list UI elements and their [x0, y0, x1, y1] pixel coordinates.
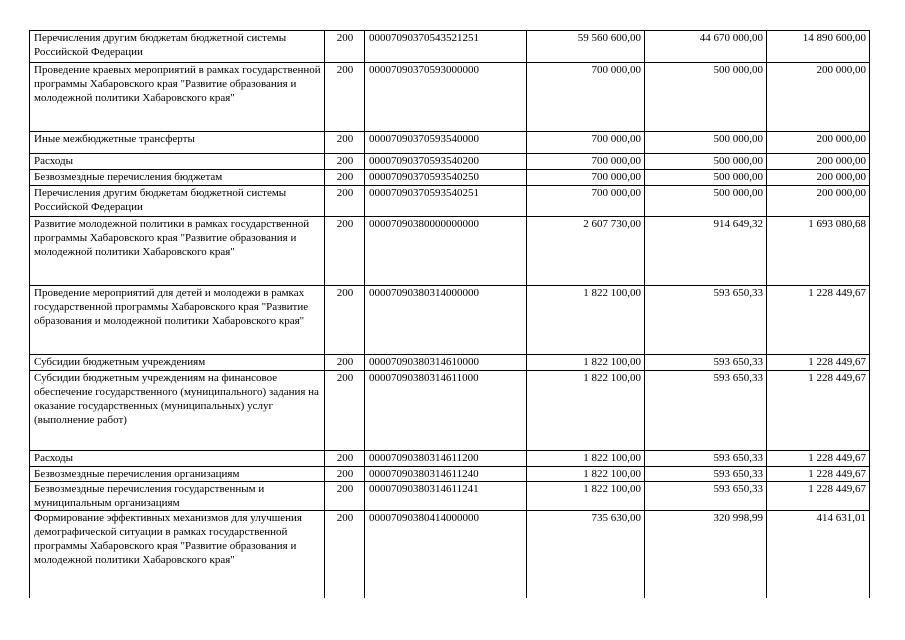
row-executed-amount-cell: 593 650,33 — [645, 371, 767, 451]
row-executed-amount-cell: 593 650,33 — [645, 482, 767, 511]
row-classification-code-cell: 00007090370543521251 — [365, 31, 527, 63]
row-name-cell: Расходы — [30, 154, 325, 170]
row-planned-amount-cell: 700 000,00 — [527, 154, 645, 170]
table-row — [30, 31, 870, 63]
row-executed-amount-cell: 500 000,00 — [645, 154, 767, 170]
row-classification-code-cell: 00007090370593540250 — [365, 170, 527, 186]
table-row — [30, 482, 870, 511]
row-planned-amount-cell: 1 822 100,00 — [527, 355, 645, 371]
row-line-code-cell: 200 — [325, 154, 365, 170]
table-row — [30, 451, 870, 467]
table-row — [30, 186, 870, 217]
row-line-code-cell: 200 — [325, 63, 365, 132]
row-executed-amount-cell: 593 650,33 — [645, 355, 767, 371]
row-remaining-amount-cell: 200 000,00 — [767, 63, 870, 132]
row-classification-code-cell: 00007090380314611241 — [365, 482, 527, 511]
row-classification-code-cell: 00007090370593540200 — [365, 154, 527, 170]
row-line-code-cell: 200 — [325, 451, 365, 467]
row-planned-amount-cell: 1 822 100,00 — [527, 482, 645, 511]
table-row — [30, 371, 870, 451]
row-classification-code-cell: 00007090380314000000 — [365, 286, 527, 355]
row-executed-amount-cell: 500 000,00 — [645, 132, 767, 154]
row-planned-amount-cell: 1 822 100,00 — [527, 451, 645, 467]
row-remaining-amount-cell: 1 228 449,67 — [767, 482, 870, 511]
row-line-code-cell: 200 — [325, 170, 365, 186]
row-executed-amount-cell: 500 000,00 — [645, 186, 767, 217]
row-planned-amount-cell: 700 000,00 — [527, 132, 645, 154]
budget-execution-table — [29, 30, 870, 598]
row-line-code-cell: 200 — [325, 217, 365, 286]
row-name-cell: Формирование эффективных механизмов для улучшения демографической ситуации в рамках государственной программы Хабаровского края "Развитие образования и молодежной политики Хабаровского края" — [30, 511, 325, 598]
table-row — [30, 286, 870, 355]
row-classification-code-cell: 00007090380314611200 — [365, 451, 527, 467]
row-line-code-cell: 200 — [325, 132, 365, 154]
row-executed-amount-cell: 914 649,32 — [645, 217, 767, 286]
row-remaining-amount-cell: 200 000,00 — [767, 154, 870, 170]
table-row — [30, 63, 870, 132]
row-name-cell: Безвозмездные перечисления бюджетам — [30, 170, 325, 186]
row-name-cell: Иные межбюджетные трансферты — [30, 132, 325, 154]
row-remaining-amount-cell: 1 228 449,67 — [767, 355, 870, 371]
row-remaining-amount-cell: 200 000,00 — [767, 132, 870, 154]
row-planned-amount-cell: 700 000,00 — [527, 170, 645, 186]
row-executed-amount-cell: 593 650,33 — [645, 451, 767, 467]
row-name-cell: Развитие молодежной политики в рамках государственной программы Хабаровского края "Развитие образования и молодежной политики Хабаровского края" — [30, 217, 325, 286]
row-line-code-cell: 200 — [325, 31, 365, 63]
row-name-cell: Проведение краевых мероприятий в рамках государственной программы Хабаровского края "Развитие образования и молодежной политики Хабаровского края" — [30, 63, 325, 132]
row-planned-amount-cell: 1 822 100,00 — [527, 371, 645, 451]
row-executed-amount-cell: 500 000,00 — [645, 170, 767, 186]
row-remaining-amount-cell: 14 890 600,00 — [767, 31, 870, 63]
row-line-code-cell: 200 — [325, 371, 365, 451]
row-remaining-amount-cell: 200 000,00 — [767, 170, 870, 186]
row-name-cell: Перечисления другим бюджетам бюджетной системы Российской Федерации — [30, 31, 325, 63]
row-name-cell: Проведение мероприятий для детей и молодежи в рамках государственной программы Хабаровского края "Развитие образования и молодежной политики Хабаровского края" — [30, 286, 325, 355]
row-classification-code-cell: 00007090370593000000 — [365, 63, 527, 132]
row-line-code-cell: 200 — [325, 286, 365, 355]
table-row — [30, 154, 870, 170]
row-classification-code-cell: 00007090370593540251 — [365, 186, 527, 217]
row-remaining-amount-cell: 200 000,00 — [767, 186, 870, 217]
table-row — [30, 511, 870, 598]
row-planned-amount-cell: 700 000,00 — [527, 63, 645, 132]
row-line-code-cell: 200 — [325, 467, 365, 482]
row-classification-code-cell: 00007090380000000000 — [365, 217, 527, 286]
row-executed-amount-cell: 500 000,00 — [645, 63, 767, 132]
row-classification-code-cell: 00007090380314611000 — [365, 371, 527, 451]
row-name-cell: Расходы — [30, 451, 325, 467]
table-row — [30, 170, 870, 186]
row-remaining-amount-cell: 1 228 449,67 — [767, 467, 870, 482]
row-remaining-amount-cell: 414 631,01 — [767, 511, 870, 598]
row-planned-amount-cell: 1 822 100,00 — [527, 286, 645, 355]
table-row — [30, 217, 870, 286]
row-line-code-cell: 200 — [325, 355, 365, 371]
row-classification-code-cell: 00007090380314611240 — [365, 467, 527, 482]
row-line-code-cell: 200 — [325, 186, 365, 217]
row-planned-amount-cell: 59 560 600,00 — [527, 31, 645, 63]
table-row — [30, 132, 870, 154]
budget-table-body — [30, 31, 870, 598]
row-planned-amount-cell: 1 822 100,00 — [527, 467, 645, 482]
row-planned-amount-cell: 2 607 730,00 — [527, 217, 645, 286]
row-name-cell: Субсидии бюджетным учреждениям на финансовое обеспечение государственного (муниципального) задания на оказание государственных (муниципальных) услуг (выполнение работ) — [30, 371, 325, 451]
row-planned-amount-cell: 700 000,00 — [527, 186, 645, 217]
row-executed-amount-cell: 320 998,99 — [645, 511, 767, 598]
row-executed-amount-cell: 593 650,33 — [645, 286, 767, 355]
row-remaining-amount-cell: 1 228 449,67 — [767, 286, 870, 355]
row-name-cell: Перечисления другим бюджетам бюджетной системы Российской Федерации — [30, 186, 325, 217]
row-classification-code-cell: 00007090380414000000 — [365, 511, 527, 598]
row-remaining-amount-cell: 1 228 449,67 — [767, 371, 870, 451]
row-planned-amount-cell: 735 630,00 — [527, 511, 645, 598]
table-row — [30, 467, 870, 482]
row-executed-amount-cell: 593 650,33 — [645, 467, 767, 482]
row-classification-code-cell: 00007090380314610000 — [365, 355, 527, 371]
row-line-code-cell: 200 — [325, 482, 365, 511]
row-remaining-amount-cell: 1 228 449,67 — [767, 451, 870, 467]
row-name-cell: Субсидии бюджетным учреждениям — [30, 355, 325, 371]
row-line-code-cell: 200 — [325, 511, 365, 598]
row-name-cell: Безвозмездные перечисления государственным и муниципальным организациям — [30, 482, 325, 511]
row-remaining-amount-cell: 1 693 080,68 — [767, 217, 870, 286]
row-executed-amount-cell: 44 670 000,00 — [645, 31, 767, 63]
row-name-cell: Безвозмездные перечисления организациям — [30, 467, 325, 482]
table-row — [30, 355, 870, 371]
row-classification-code-cell: 00007090370593540000 — [365, 132, 527, 154]
